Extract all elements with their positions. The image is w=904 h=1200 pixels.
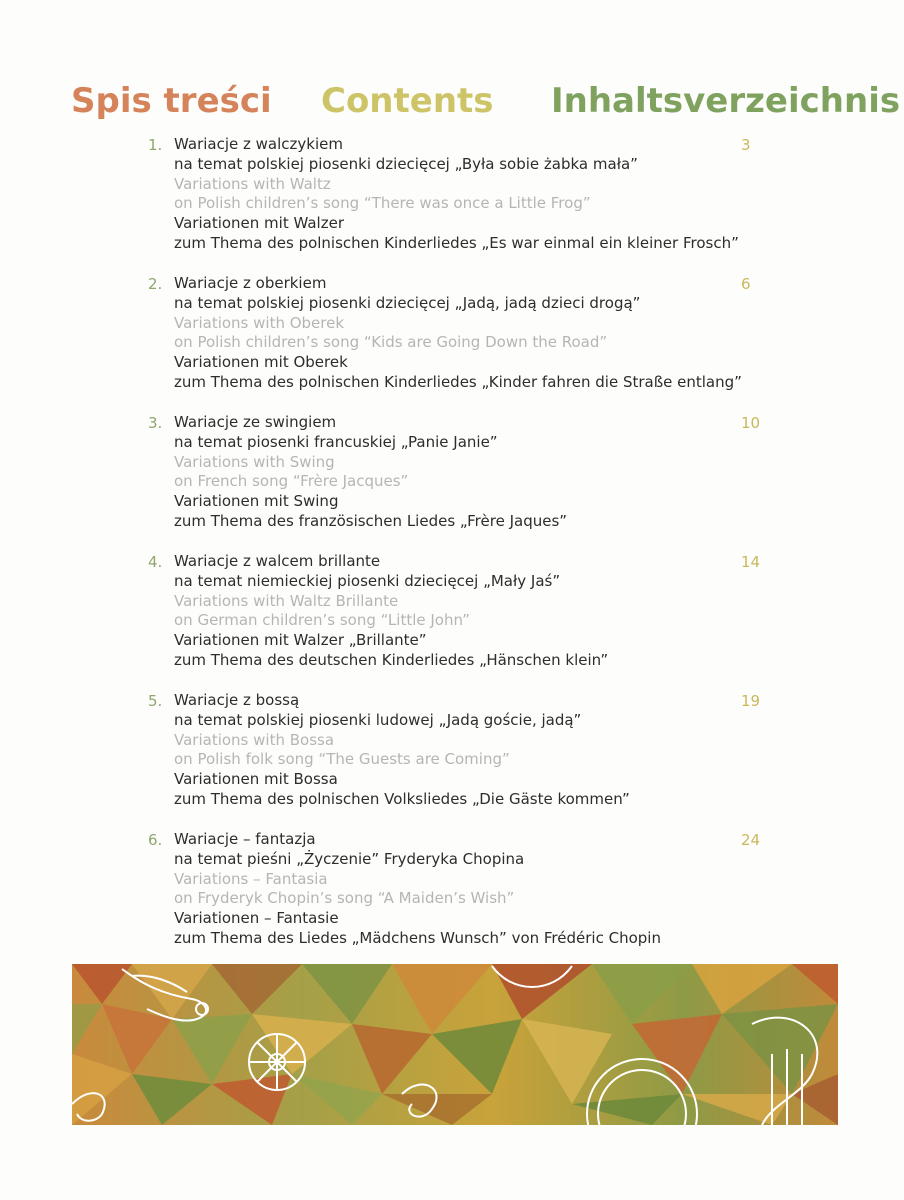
entry-title-pl: Wariacje – fantazja [174,830,316,848]
entry-subtitle-en: on Polish children’s song “There was once a Little Frog” [174,194,591,213]
entry-number: 6. [148,831,163,849]
entry-page-number: 6 [741,275,751,293]
entry-subtitle-en: on German children’s song “Little John” [174,611,470,630]
title-english: Contents [321,81,494,121]
entry-subtitle-en: on Polish folk song “The Guests are Coming” [174,750,510,769]
banner-artwork [72,964,838,1125]
entry-titles [174,413,567,532]
entry-title-de: Variationen mit Bossa [174,770,338,789]
title-polish: Spis treści [71,81,272,121]
entry-subtitle-de: zum Thema des französischen Liedes „Frère Jaques” [174,511,568,530]
entry-number: 5. [148,692,163,710]
entry-title-en: Variations with Waltz [174,174,331,193]
entry-page-number: 14 [741,553,761,571]
entry-page-number: 24 [741,831,761,849]
entry-page-number: 10 [741,414,761,432]
entry-titles [174,830,661,949]
entry-title-de: Variationen mit Walzer [174,214,344,233]
entry-title-de: Variationen mit Swing [174,492,339,511]
entry-subtitle-de: zum Thema des polnischen Volksliedes „Die Gäste kommen” [174,789,630,808]
entry-number: 4. [148,553,163,571]
entry-subtitle-pl: na temat piosenki francuskiej „Panie Janie” [174,432,498,451]
entry-titles [174,691,630,810]
entry-page-number: 3 [741,136,751,154]
entry-title-en: Variations – Fantasia [174,869,328,888]
entry-subtitle-pl: na temat pieśni „Życzenie” Fryderyka Chopina [174,849,525,868]
entry-title-en: Variations with Bossa [174,730,335,749]
contents-header [0,78,904,128]
entry-number: 1. [148,136,163,154]
entry-number: 2. [148,275,163,293]
entry-title-pl: Wariacje z walcem brillante [174,552,381,570]
entry-subtitle-pl: na temat polskiej piosenki dziecięcej „Była sobie żabka mała” [174,154,638,173]
entry-page-number: 19 [741,692,761,710]
entry-titles [174,274,742,393]
entry-titles [174,552,608,671]
entry-title-en: Variations with Waltz Brillante [174,591,399,610]
decorative-banner [72,964,838,1125]
entry-subtitle-de: zum Thema des deutschen Kinderliedes „Hänschen klein” [174,650,609,669]
entry-title-pl: Wariacje ze swingiem [174,413,337,431]
entry-title-en: Variations with Oberek [174,313,345,332]
flower-rosette-icon [249,1034,305,1090]
entry-title-pl: Wariacje z walczykiem [174,135,343,153]
entry-subtitle-pl: na temat polskiej piosenki ludowej „Jadą goście, jadą” [174,710,582,729]
entry-title-de: Variationen mit Oberek [174,353,348,372]
entry-title-pl: Wariacje z bossą [174,691,300,709]
entry-title-de: Variationen mit Walzer „Brillante” [174,631,427,650]
title-german: Inhaltsverzeichnis [551,81,901,121]
entry-title-de: Variationen – Fantasie [174,909,339,928]
entry-number: 3. [148,414,163,432]
entry-subtitle-pl: na temat niemieckiej piosenki dziecięcej „Mały Jaś” [174,571,561,590]
entry-subtitle-de: zum Thema des Liedes „Mädchens Wunsch” von Frédéric Chopin [174,928,661,947]
entry-subtitle-en: on Fryderyk Chopin’s song “A Maiden’s Wish” [174,889,515,908]
entry-subtitle-de: zum Thema des polnischen Kinderliedes „Kinder fahren die Straße entlang” [174,372,742,391]
entry-title-pl: Wariacje z oberkiem [174,274,327,292]
entry-subtitle-pl: na temat polskiej piosenki dziecięcej „Jadą, jadą dzieci drogą” [174,293,641,312]
entry-subtitle-de: zum Thema des polnischen Kinderliedes „Es war einmal ein kleiner Frosch” [174,233,739,252]
entry-title-en: Variations with Swing [174,452,335,471]
entry-subtitle-en: on Polish children’s song “Kids are Going Down the Road” [174,333,608,352]
entry-subtitle-en: on French song “Frère Jacques” [174,472,409,491]
entry-titles [174,135,739,254]
